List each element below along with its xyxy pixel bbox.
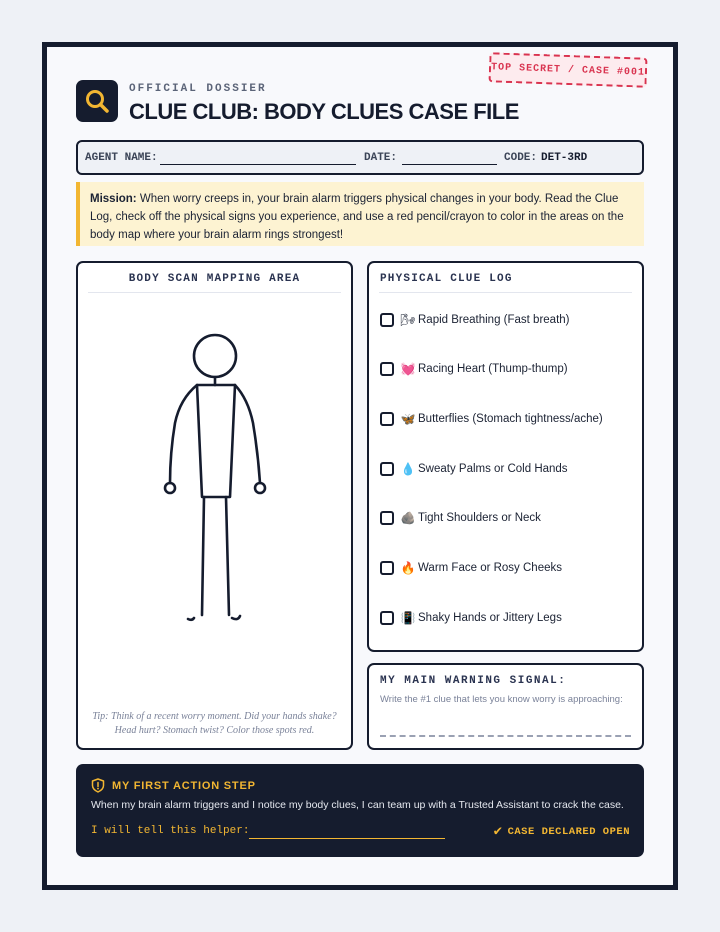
case-declared-badge: [494, 823, 630, 840]
body-outline-figure[interactable]: [138, 333, 293, 633]
clue-checkbox[interactable]: [380, 462, 394, 476]
wind-icon: 🌬: [400, 313, 416, 327]
dossier-eyebrow: OFFICIAL DOSSIER: [129, 83, 267, 95]
date-label: DATE:: [364, 152, 398, 164]
clue-label: Warm Face or Rosy Cheeks: [418, 562, 562, 574]
date-field[interactable]: [402, 164, 497, 165]
heart-icon: 💓: [400, 362, 416, 376]
clue-log-panel: [367, 261, 644, 652]
clue-log-title: PHYSICAL CLUE LOG: [380, 273, 513, 285]
right-hand-outline: [255, 483, 265, 493]
clue-checkbox[interactable]: [380, 611, 394, 625]
left-foot-outline: [188, 618, 194, 620]
rock-icon: 🪨: [400, 511, 416, 525]
vibration-icon: 📳: [400, 611, 416, 625]
clue-item-rapid-breathing[interactable]: [380, 313, 570, 327]
action-step-heading: [91, 778, 256, 793]
clue-item-butterflies[interactable]: [380, 412, 603, 426]
agent-name-label: AGENT NAME:: [85, 152, 158, 164]
divider: [88, 292, 341, 293]
divider: [379, 292, 632, 293]
right-arm-outline: [235, 385, 260, 483]
shield-icon: [91, 778, 105, 793]
clue-checkbox[interactable]: [380, 511, 394, 525]
code-value: DET-3RD: [541, 152, 588, 164]
case-declared-label: CASE DECLARED OPEN: [507, 825, 630, 838]
magnifying-glass-icon: [76, 80, 118, 122]
left-leg-outline: [202, 497, 204, 615]
clue-label: Rapid Breathing (Fast breath): [418, 314, 570, 326]
clue-label: Shaky Hands or Jittery Legs: [418, 612, 562, 624]
left-arm-outline: [170, 385, 197, 483]
right-leg-outline: [226, 497, 229, 615]
clue-label: Butterflies (Stomach tightness/ache): [418, 413, 603, 425]
clue-checkbox[interactable]: [380, 561, 394, 575]
clue-label: Tight Shoulders or Neck: [418, 512, 541, 524]
action-step-title: MY FIRST ACTION STEP: [112, 779, 256, 792]
warning-signal-title: MY MAIN WARNING SIGNAL:: [380, 675, 567, 687]
clue-item-racing-heart[interactable]: [380, 362, 568, 376]
checkmark-icon: ✔: [493, 824, 503, 840]
mission-label: Mission:: [90, 193, 137, 205]
helper-name-field[interactable]: [249, 838, 445, 839]
clue-checkbox[interactable]: [380, 313, 394, 327]
warning-signal-prompt: Write the #1 clue that lets you know worry is approaching:: [380, 694, 623, 705]
fire-icon: 🔥: [400, 561, 416, 575]
clue-label: Sweaty Palms or Cold Hands: [418, 463, 568, 475]
droplet-icon: 💧: [400, 462, 416, 476]
dossier-page: [42, 42, 678, 890]
clue-item-shaky-hands[interactable]: [380, 611, 562, 625]
clue-checkbox[interactable]: [380, 412, 394, 426]
mission-callout: [76, 182, 644, 246]
top-secret-stamp: TOP SECRET / CASE #001: [489, 52, 648, 87]
warning-signal-panel: [367, 663, 644, 750]
clue-item-warm-face[interactable]: [380, 561, 562, 575]
action-step-text: When my brain alarm triggers and I notice my body clues, I can team up with a Trusted Assistant to crack the case.: [91, 799, 624, 811]
body-scan-tip: Tip: Think of a recent worry moment. Did your hands shake? Head hurt? Stomach twist? Color those spots red.: [92, 711, 337, 736]
agent-info-bar: [76, 140, 644, 175]
left-hand-outline: [165, 483, 175, 493]
butterfly-icon: 🦋: [400, 412, 416, 426]
head-outline: [194, 335, 236, 377]
helper-label: I will tell this helper:: [91, 825, 250, 837]
body-scan-panel: [76, 261, 353, 750]
clue-checkbox[interactable]: [380, 362, 394, 376]
page-title: CLUE CLUB: BODY CLUES CASE FILE: [129, 99, 519, 124]
warning-signal-write-line[interactable]: [380, 735, 631, 737]
body-scan-title: BODY SCAN MAPPING AREA: [128, 273, 301, 285]
torso-outline: [197, 385, 235, 497]
mission-text: When worry creeps in, your brain alarm triggers physical changes in your body. Read the Clue Log, check off the physical signs you experience, and use a red pencil/crayon to color in the areas on the body map where your brain alarm rings strongest!: [90, 193, 624, 241]
clue-label: Racing Heart (Thump-thump): [418, 363, 568, 375]
right-foot-outline: [232, 616, 240, 619]
clue-item-tight-shoulders[interactable]: [380, 511, 541, 525]
code-label: CODE:: [504, 152, 538, 164]
agent-name-field[interactable]: [160, 164, 356, 165]
clue-item-sweaty-palms[interactable]: [380, 462, 568, 476]
action-step-panel: [76, 764, 644, 857]
